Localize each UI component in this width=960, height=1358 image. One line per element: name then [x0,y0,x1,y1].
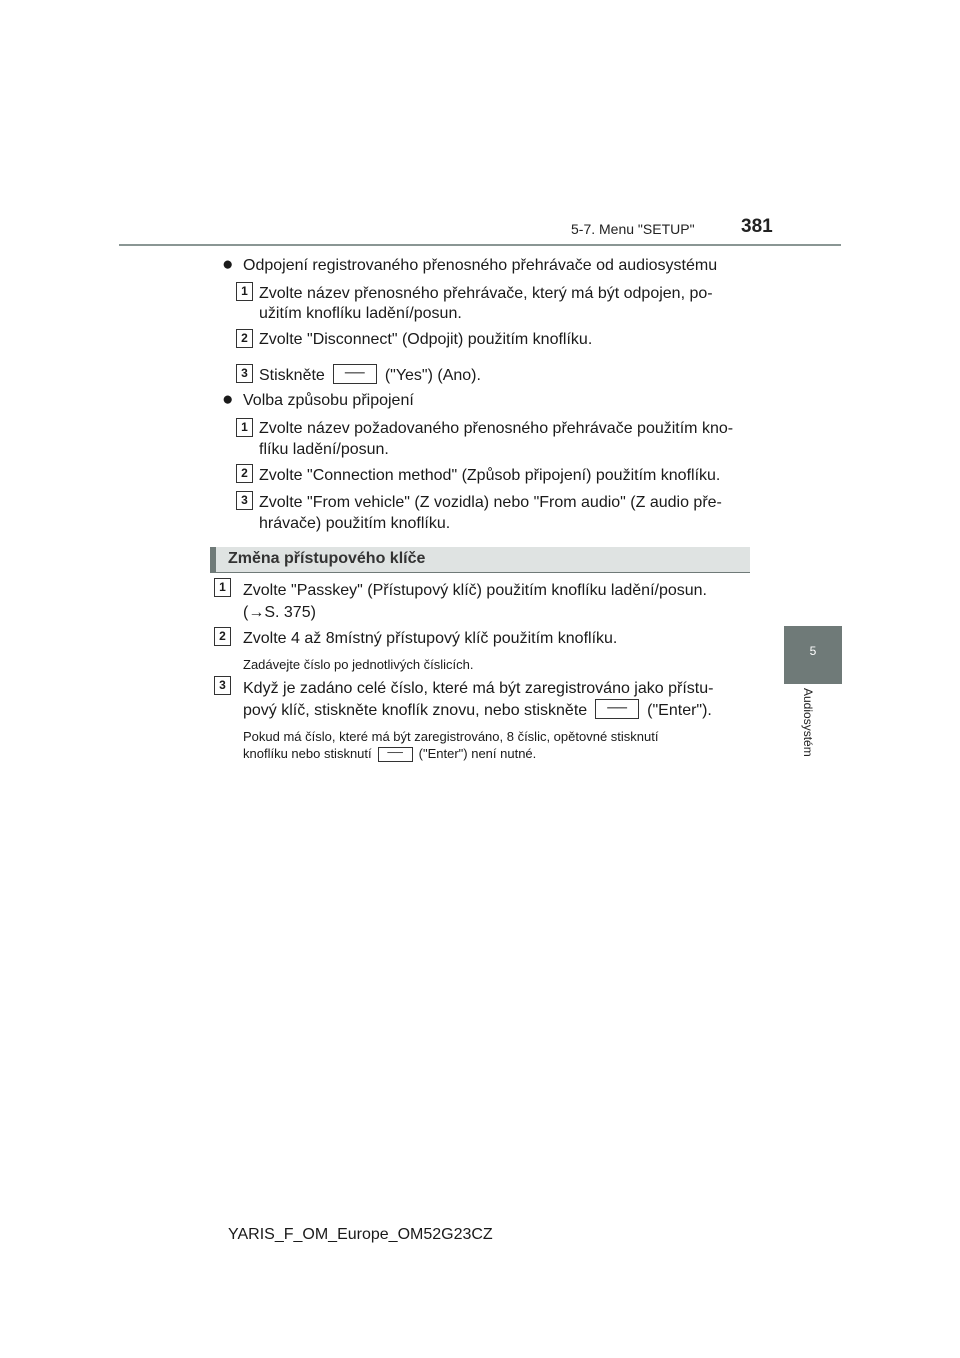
step-text: Zvolte "Disconnect" (Odpojit) použitím knoflíku. [259,331,593,348]
enter-button-icon: ── [378,747,413,762]
bullet-connection: Volba způsobu připojení [243,392,414,409]
step-number-icon: 1 [236,282,253,301]
step-text: Zvolte název požadovaného přenosného přehrávače použitím kno- [259,420,734,437]
step-number-icon: 1 [236,418,253,437]
bullet-disconnect: Odpojení registrovaného přenosného přehrávače od audiosystému [243,257,718,274]
step-text: užitím knoflíku ladění/posun. [259,305,462,322]
step-text: hrávače) použitím knoflíku. [259,515,451,532]
step-text-before: pový klíč, stiskněte knoflík znovu, nebo stiskněte [243,702,588,719]
step-text: Zvolte 4 až 8místný přístupový klíč použitím knoflíku. [243,630,618,647]
step-text-before: Stiskněte [259,367,325,384]
page-number: 381 [741,216,773,237]
step-text [243,699,712,723]
enter-button-icon: ── [595,699,639,719]
chapter-label: Audiosystém [801,688,815,757]
step-number-icon: 2 [236,329,253,348]
step-text: (→S. 375) [243,604,316,621]
step-text-after: ("Yes") (Ano). [384,367,481,384]
step-note: Pokud má číslo, které má být zaregistrováno, 8 číslic, opětovné stisknutí [243,729,659,744]
step-text: Zvolte "Connection method" (Způsob připojení) použitím knoflíku. [259,467,721,484]
step-text: Zvolte "Passkey" (Přístupový klíč) použitím knoflíku ladění/posun. [243,582,707,599]
step-text-after: ("Enter"). [647,702,712,719]
yes-button-icon: ── [333,364,377,384]
step-number-icon: 3 [214,676,231,695]
chapter-tab: 5 [784,626,842,684]
step-note [243,745,536,762]
note-text-after: ("Enter") není nutné. [418,746,537,761]
step-number-icon: 3 [236,491,253,510]
section-heading-bar [210,547,750,573]
step-text: Když je zadáno celé číslo, které má být zaregistrováno jako přístu- [243,680,714,697]
header-divider [119,244,841,246]
document-id: YARIS_F_OM_Europe_OM52G23CZ [228,1226,493,1243]
step-text [259,364,481,388]
step-number-icon: 2 [236,464,253,483]
step-number-icon: 3 [236,364,253,383]
bullet-icon: ● [222,389,234,410]
step-text: Zvolte název přenosného přehrávače, který má být odpojen, po- [259,285,713,302]
bullet-icon: ● [222,254,234,275]
note-text-before: knoflíku nebo stisknutí [243,746,372,761]
section-heading: Změna přístupového klíče [228,550,426,567]
step-number-icon: 1 [214,578,231,597]
step-number-icon: 2 [214,627,231,646]
section-title: 5-7. Menu "SETUP" [571,221,695,237]
step-note: Zadávejte číslo po jednotlivých číslicích. [243,657,474,672]
step-text: Zvolte "From vehicle" (Z vozidla) nebo "From audio" (Z audio pře- [259,494,722,511]
step-text: flíku ladění/posun. [259,441,389,458]
